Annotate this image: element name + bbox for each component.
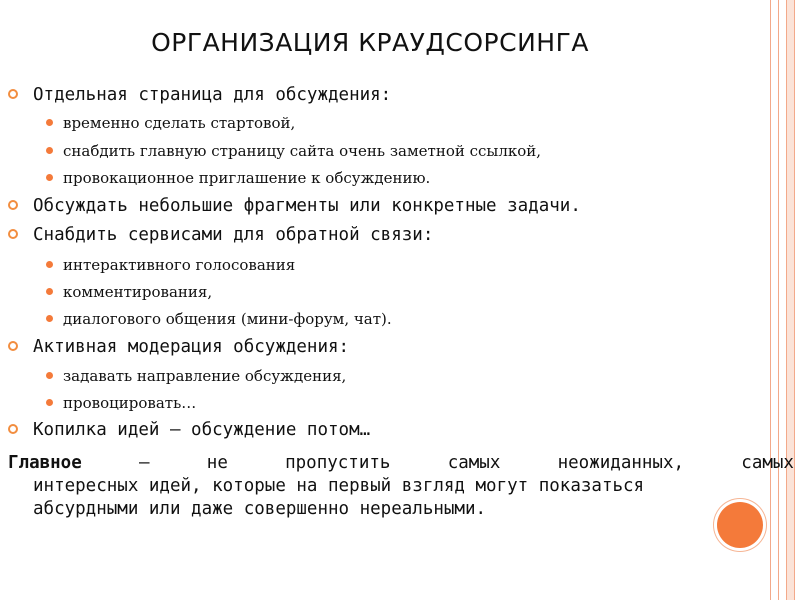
- sub-bullet-item: [63, 169, 430, 187]
- main-word: самых: [741, 453, 794, 473]
- bullet-text: Активная модерация обсуждения:: [33, 337, 350, 357]
- dot-bullet-icon: [46, 372, 53, 379]
- sub-bullet-item: [63, 394, 196, 412]
- main-word: неожиданных,: [557, 453, 685, 473]
- dot-bullet-icon: [46, 288, 53, 295]
- main-word: –: [139, 453, 150, 473]
- main-word: самых: [447, 453, 501, 473]
- ring-bullet-icon: [8, 200, 18, 210]
- sub-bullet-item: [63, 256, 295, 274]
- decorative-circle-icon: [717, 502, 763, 548]
- sub-bullet-item: [63, 283, 212, 301]
- dot-bullet-icon: [46, 261, 53, 268]
- sub-bullet-text: диалогового общения (мини-форум, чат).: [63, 310, 392, 328]
- ring-bullet-icon: [8, 89, 18, 99]
- dot-bullet-icon: [46, 174, 53, 181]
- bullet-text: Обсуждать небольшие фрагменты или конкретные задачи.: [33, 196, 581, 216]
- main-paragraph-bold: Главное: [8, 453, 82, 473]
- main-paragraph-line: [8, 452, 794, 475]
- sub-bullet-text: задавать направление обсуждения,: [63, 367, 347, 385]
- ring-bullet-icon: [8, 424, 18, 434]
- dot-bullet-icon: [46, 147, 53, 154]
- main-paragraph-line: абсурдными или даже совершенно нереальными.: [33, 499, 487, 519]
- dot-bullet-icon: [46, 399, 53, 406]
- sub-bullet-item: [63, 114, 295, 132]
- sub-bullet-item: [63, 142, 541, 160]
- decorative-border-line: [794, 0, 795, 600]
- ring-bullet-icon: [8, 341, 18, 351]
- sub-bullet-text: снабдить главную страницу сайта очень заметной ссылкой,: [63, 142, 542, 160]
- main-paragraph: [8, 452, 794, 521]
- sub-bullet-item: [63, 367, 346, 385]
- bullet-text: Отдельная страница для обсуждения:: [33, 85, 392, 105]
- sub-bullet-text: провокационное приглашение к обсуждению.: [63, 169, 431, 187]
- sub-bullet-item: [63, 310, 392, 328]
- main-word: не: [206, 453, 228, 473]
- main-word: пропустить: [285, 453, 391, 473]
- bullet-text: Снабдить сервисами для обратной связи:: [33, 225, 434, 245]
- slide-title: ОРГАНИЗАЦИЯ КРАУДСОРСИНГА: [151, 28, 589, 57]
- bullet-item: [33, 225, 433, 245]
- bullet-item: [33, 420, 370, 440]
- bullet-item: [33, 196, 581, 216]
- sub-bullet-text: интерактивного голосования: [63, 256, 296, 274]
- sub-bullet-text: провоцировать…: [63, 394, 197, 412]
- sub-bullet-text: временно сделать стартовой,: [63, 114, 296, 132]
- bullet-text: Копилка идей – обсуждение потом…: [33, 420, 371, 440]
- sub-bullet-text: комментирования,: [63, 283, 213, 301]
- dot-bullet-icon: [46, 315, 53, 322]
- bullet-item: [33, 337, 349, 357]
- ring-bullet-icon: [8, 229, 18, 239]
- main-paragraph-line: интересных идей, которые на первый взгляд могут показаться: [33, 476, 645, 496]
- dot-bullet-icon: [46, 119, 53, 126]
- bullet-item: [33, 85, 391, 105]
